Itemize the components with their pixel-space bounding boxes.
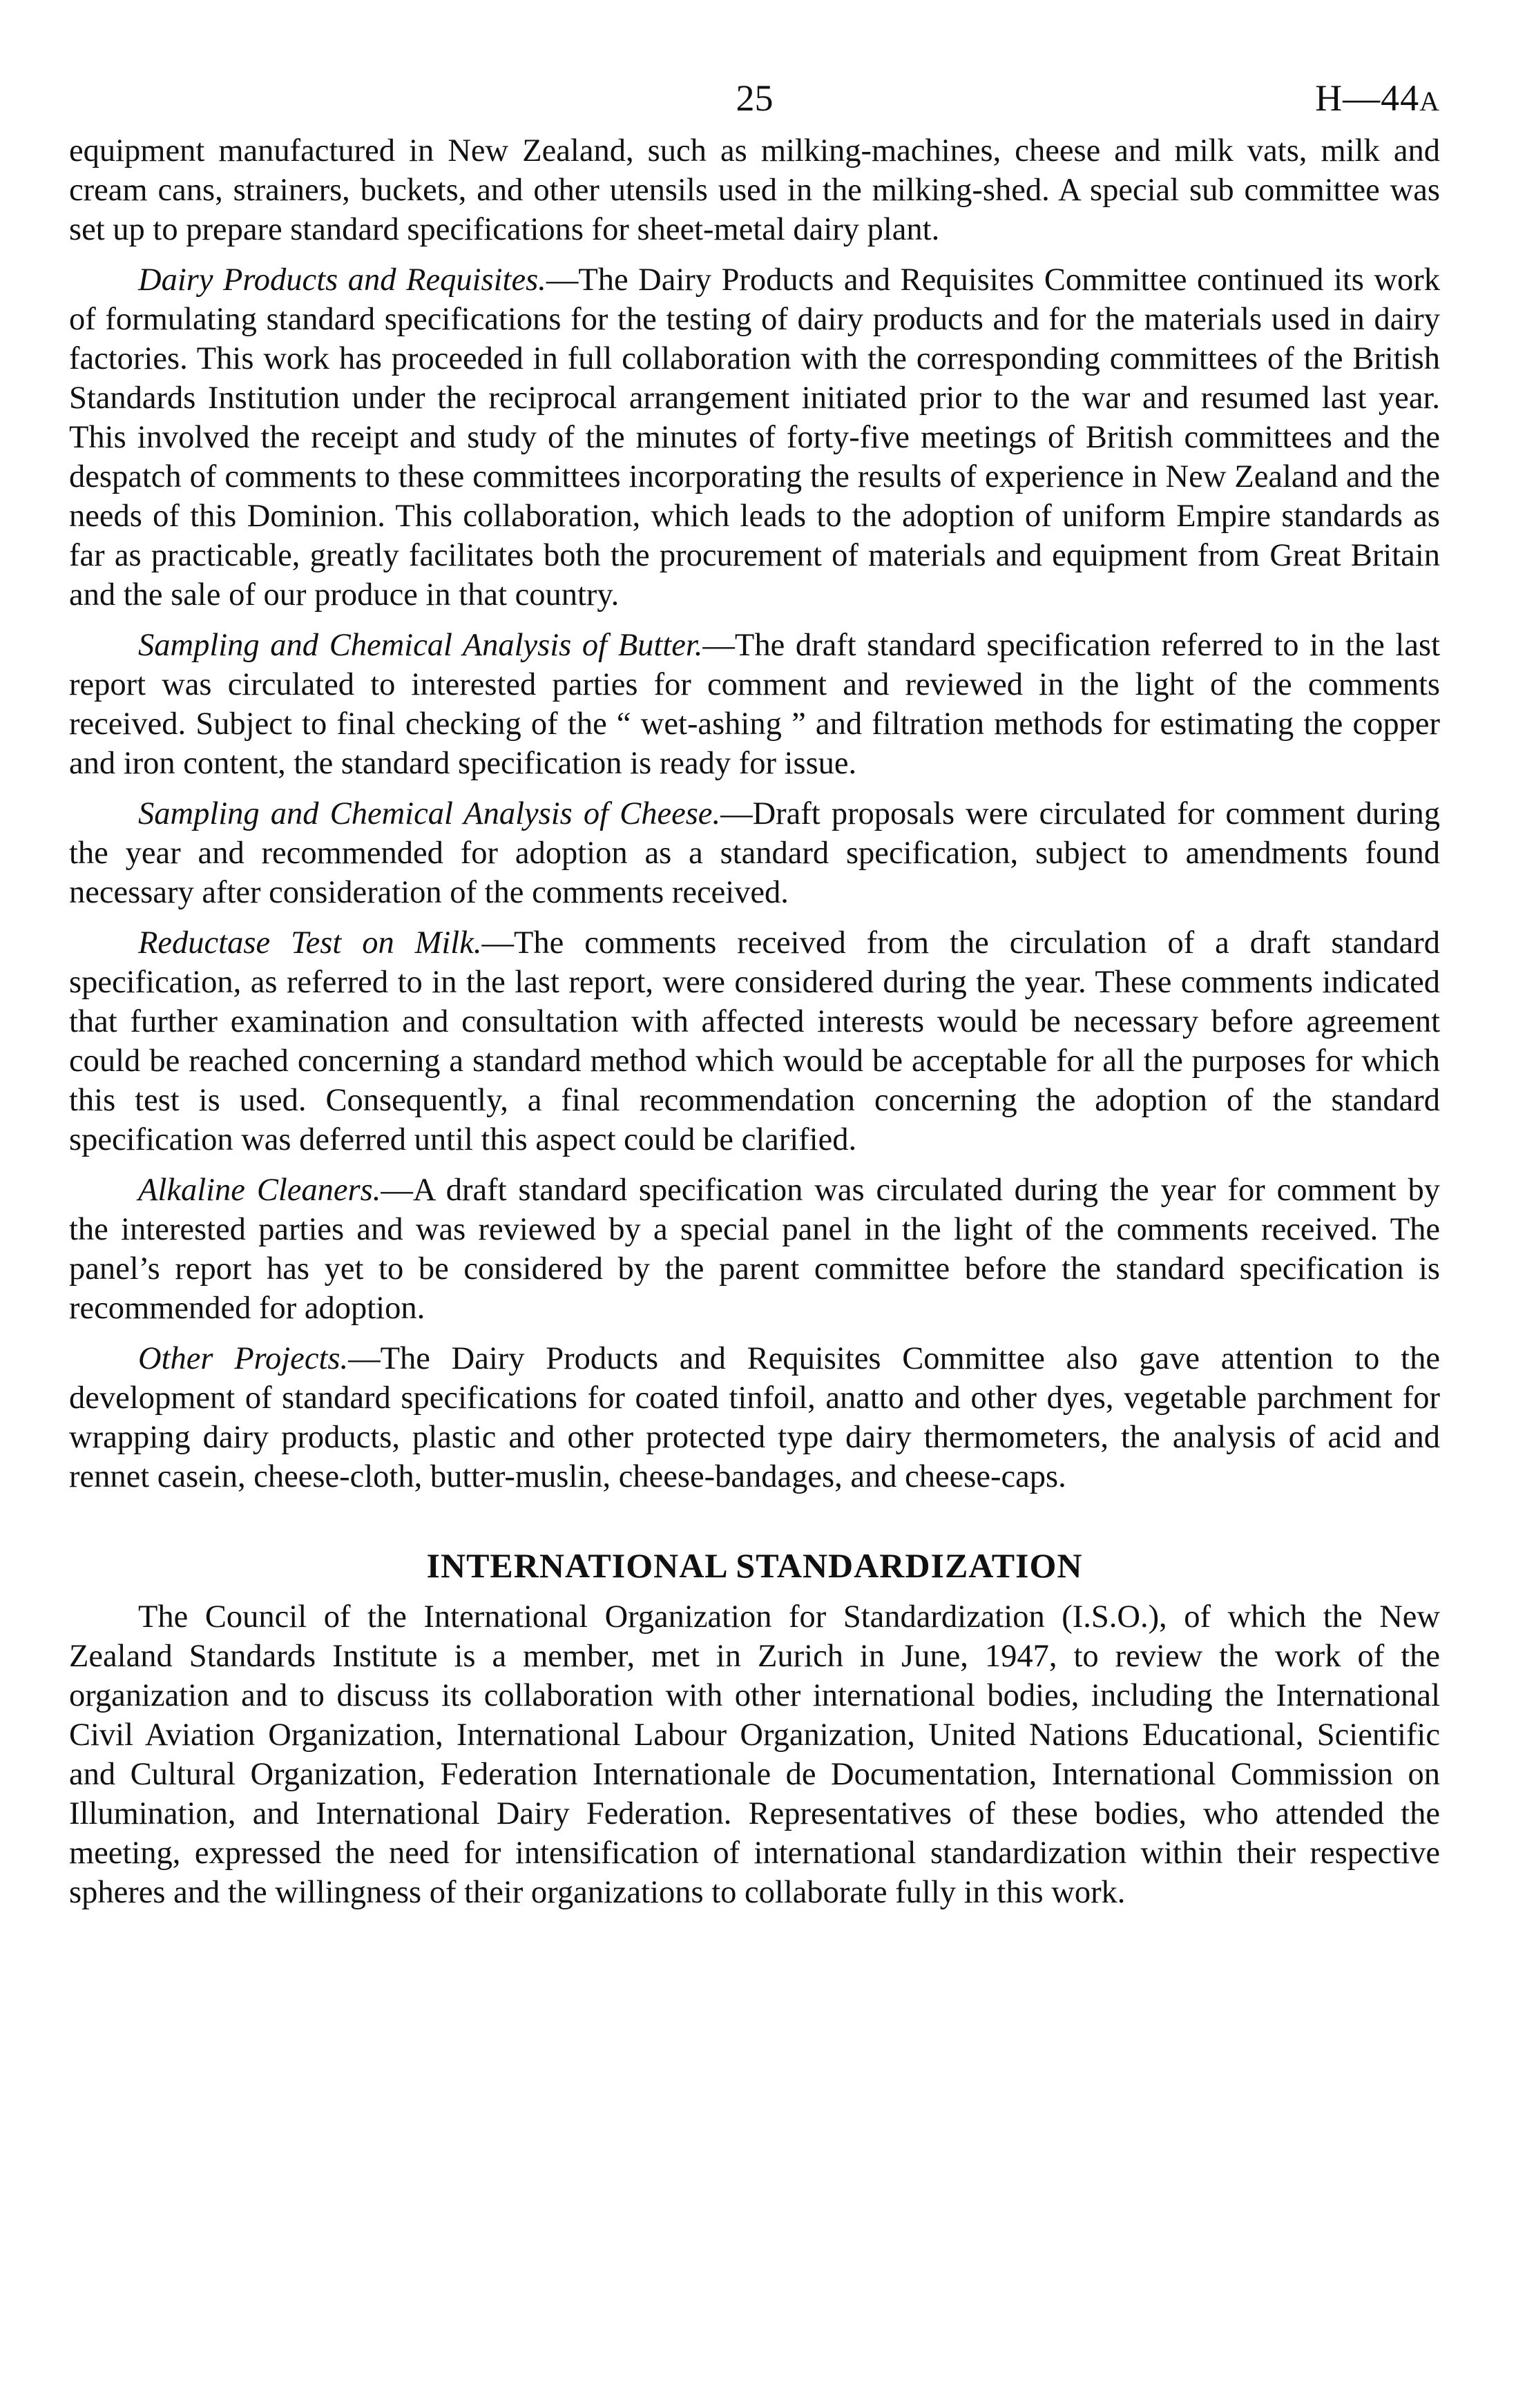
document-page: [69, 76, 1440, 1923]
paragraph-text: —Draft proposals were circulated for comment during the year and recommended for adoption as a standard specification, subject to amendments found necessary after consideration of the comments received.: [69, 796, 1440, 910]
body-text: [69, 131, 1440, 1912]
paragraph-reductase-test: [69, 923, 1440, 1159]
paragraph-text: —A draft standard specification was circulated during the year for comment by the interested parties and was reviewed by a special panel in the light of the comments received. The panel’s report has yet to be considered by the parent committee before the standard specification is recommended for adoption.: [69, 1173, 1441, 1326]
paragraph-lead: Dairy Products and Requisites.: [138, 262, 546, 298]
paragraph-lead: Reductase Test on Milk.: [138, 925, 482, 961]
page-code-suffix: A: [1419, 86, 1440, 117]
paragraph-text: —The comments received from the circulation of a draft standard specification, as referred to in the last report, were considered during the year. These comments indicated that further examination and consultation with affected interests would be necessary before agreement could be reached concerning a standard method which would be acceptable for all the purposes for which this test is used. Consequently, a final recommendation concerning the adoption of the standard specification was deferred until this aspect could be clarified.: [69, 925, 1440, 1157]
paragraph-cheese-analysis: [69, 794, 1440, 912]
paragraph-text: equipment manufactured in New Zealand, such as milking-machines, cheese and milk vats, milk and cream cans, strainers, buckets, and other utensils used in the milking-shed. A special sub committee was set up to prepare standard specifications for sheet-metal dairy plant.: [69, 133, 1440, 247]
paragraph-lead: Alkaline Cleaners.: [138, 1173, 381, 1208]
page-header: [69, 76, 1440, 131]
page-code: [1315, 76, 1440, 124]
page-number: 25: [736, 77, 774, 119]
section-heading: INTERNATIONAL STANDARDIZATION: [426, 1546, 1083, 1585]
paragraph-international-standardization: [69, 1597, 1440, 1912]
paragraph-lead: Other Projects.: [138, 1341, 349, 1376]
paragraph-butter-analysis: [69, 626, 1440, 783]
paragraph-other-projects: [69, 1339, 1440, 1496]
paragraph-text: —The Dairy Products and Requisites Committee also gave attention to the development of standard specifications for coated tinfoil, anatto and other dyes, vegetable parchment for wrapping dairy products, plastic and other protected type dairy thermometers, the analysis of acid and rennet casein, cheese-cloth, butter-muslin, cheese-bandages, and cheese-caps.: [69, 1341, 1440, 1494]
paragraph-equipment: [69, 131, 1440, 249]
paragraph-text: —The draft standard specification referred to in the last report was circulated to interested parties for comment and reviewed in the light of the comments received. Subject to final checking of the “ wet-ashing ” and filtration methods for estimating the copper and iron content, the standard specification is ready for issue.: [69, 628, 1440, 781]
paragraph-lead: Sampling and Chemical Analysis of Cheese.: [138, 796, 721, 831]
paragraph-lead: Sampling and Chemical Analysis of Butter.: [138, 628, 703, 663]
paragraph-alkaline-cleaners: [69, 1171, 1440, 1328]
paragraph-text: —The Dairy Products and Requisites Committee continued its work of formulating standard specifications for the testing of dairy products and for the materials used in dairy factories. This work has proceeded in full collaboration with the corresponding committees of the British Standards Institution under the reciprocal arrangement initiated prior to the war and resumed last year. This involved the receipt and study of the minutes of forty-five meetings of British committees and the despatch of comments to these committees incorporating the results of experience in New Zealand and the needs of this Dominion. This collaboration, which leads to the adoption of uniform Empire standards as far as practicable, greatly facilitates both the procurement of materials and equipment from Great Britain and the sale of our produce in that country.: [69, 262, 1440, 613]
page-code-main: H—44: [1315, 77, 1420, 119]
paragraph-text: The Council of the International Organization for Standardization (I.S.O.), of which the New Zealand Standards Institute is a member, met in Zurich in June, 1947, to review the work of the organization and to discuss its collaboration with other international bodies, including the International Civil Aviation Organization, International Labour Organization, United Nations Educational, Scientific and Cultural Organization, Federation Internationale de Documentation, International Commission on Illumination, and International Dairy Federation. Representatives of these bodies, who attended the meeting, expressed the need for intensification of international standardization within their respective spheres and the willingness of their organizations to collaborate fully in this work.: [69, 1599, 1440, 1910]
paragraph-dairy-products: [69, 260, 1440, 615]
